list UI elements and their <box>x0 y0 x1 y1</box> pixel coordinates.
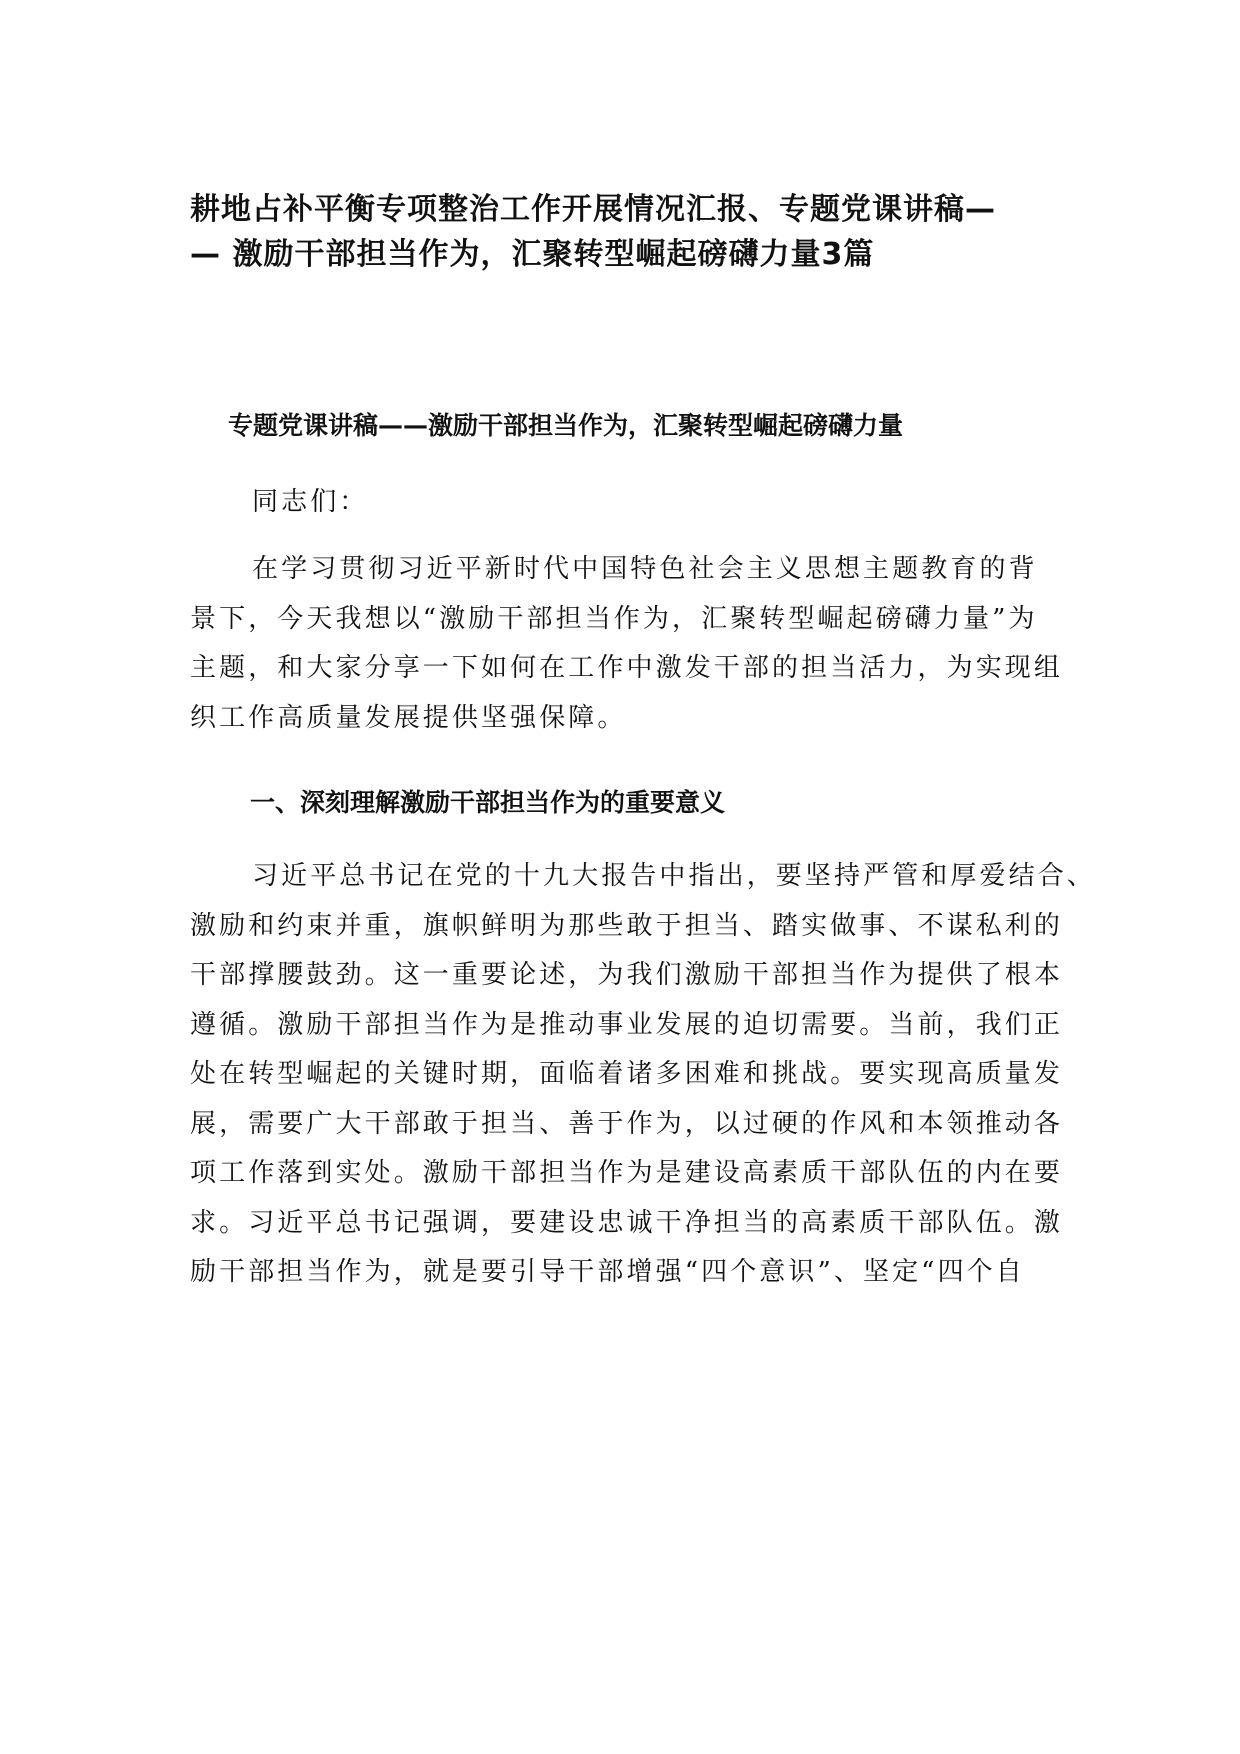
article-subtitle: 专题党课讲稿——激励干部担当作为，汇聚转型崛起磅礴力量 <box>228 411 904 440</box>
document-title <box>190 187 1070 277</box>
salutation: 同志们： <box>252 487 369 517</box>
paragraph-line: 处在转型崛起的关键时期，面临着诸多困难和挑战。要实现高质量发 <box>190 1059 1064 1089</box>
paragraph-line: 景下，今天我想以“激励干部担当作为，汇聚转型崛起磅礴力量”为 <box>190 603 1038 634</box>
paragraph-line: 主题，和大家分享一下如何在工作中激发干部的担当活力，为实现组 <box>190 653 1064 683</box>
paragraph-line: 项工作落到实处。激励干部担当作为是建设高素质干部队伍的内在要 <box>190 1158 1064 1188</box>
paragraph-line: 干部撑腰鼓劲。这一重要论述，为我们激励干部担当作为提供了根本 <box>190 960 1064 990</box>
document-title-line-2: — 激励干部担当作为，汇聚转型崛起磅礴力量3篇 <box>190 237 875 272</box>
section-heading-1: 一、深刻理解激励干部担当作为的重要意义 <box>250 788 726 817</box>
document-title-line-1: 耕地占补平衡专项整治工作开展情况汇报、专题党课讲稿— <box>190 192 996 227</box>
paragraph-line: 展，需要广大干部敢于担当、善于作为，以过硬的作风和本领推动各 <box>190 1108 1064 1139</box>
paragraph-section-1 <box>190 852 1096 1298</box>
paragraph-line: 织工作高质量发展提供坚强保障。 <box>190 702 627 733</box>
paragraph-line: 习近平总书记在党的十九大报告中指出，要坚持严管和厚爱结合、 <box>252 861 1096 891</box>
paragraph-line: 遵循。激励干部担当作为是推动事业发展的迫切需要。当前，我们正 <box>190 1009 1064 1040</box>
paragraph-line: 求。习近平总书记强调，要建设忠诚干净担当的高素质干部队伍。激 <box>190 1207 1064 1238</box>
paragraph-intro <box>190 545 1064 743</box>
paragraph-line: 激励和约束并重，旗帜鲜明为那些敢于担当、踏实做事、不谋私利的 <box>190 910 1064 941</box>
paragraph-line: 在学习贯彻习近平新时代中国特色社会主义思想主题教育的背 <box>252 554 1038 584</box>
paragraph-line: 励干部担当作为，就是要引导干部增强“四个意识”、坚定“四个自 <box>190 1257 1025 1287</box>
